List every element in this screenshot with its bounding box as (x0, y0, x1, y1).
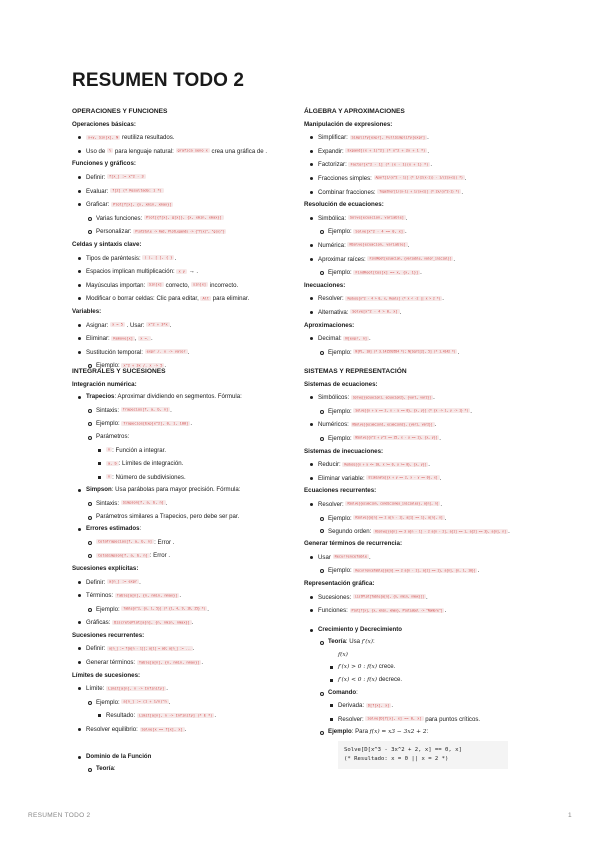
sub-manipulacion: Manipulación de expresiones: (304, 120, 393, 128)
list-item: Resolver: Solve[D[f[x], x] == 0, x] para puntos críticos. (304, 713, 534, 727)
code-line: (* Resultado: x = 0 || x = 2 *) (344, 756, 449, 763)
code-snippet: FindRoot[Cos[x] == x, {x, 1}] (355, 270, 419, 275)
section-integrales (72, 366, 302, 776)
code-snippet: x^2 + 3x /. x -> 5 (123, 363, 163, 368)
heading-sistemas: SISTEMAS Y REPRESENTACIÓN (304, 368, 407, 375)
code-snippet: Table[n^2, {n, 1, 5}] (* {1, 4, 9, 16, 25} *) (123, 606, 206, 611)
code-snippet: Trapecios[Exp[x^2], 0, 1, 100] (123, 421, 189, 426)
list-item: Ejemplo: RecurrenceTable[{a[n] == 2 a[n - 1], a[1] == 1}, a[n], {n, 1, 10}] . (304, 564, 534, 578)
code-snippet: Remove[x] (113, 336, 133, 341)
code-snippet: Reduce[x^2 - 4 > 0, x, Reals] (* x < -2 || x > 2 *) (347, 296, 441, 301)
list-item: Resultado: Limit[a[n], n -> Infinity] (* E *) . (72, 709, 302, 723)
code-snippet: x = 5 (112, 322, 123, 327)
code-snippet: RecurrenceTable[{a[n] == 2 a[n - 1], a[1] == 1}, a[n], {n, 1, 10}] (355, 568, 476, 573)
list-item: f′(x) < 0 : f(x) decrece. (304, 674, 534, 687)
list-item: a, b : Límites de integración. (72, 457, 302, 471)
list-item: Generar términos: Table[a[n], {n, nmin, nmax}] . (72, 656, 302, 670)
code-snippet: % (109, 148, 112, 153)
list-item: Parámetros: (72, 431, 302, 444)
sub-generar-terminos: Generar términos de recurrencia: (304, 540, 403, 548)
list-item: Ejemplo: FindRoot[Cos[x] == x, {x, 1}] . (304, 266, 534, 280)
list-item: Fracciones simples: Apart[1/(x^2 - 1)] (* 1/(2(x-1)) - 1/(2(x+1)) *) . (304, 172, 534, 186)
code-line: Solve[D[x^3 - 3x^2 + 2, x] == 0, x] (344, 747, 462, 754)
list-item: Reducir: Reduce[{x + y <= 10, x >= 0, y >= 0}, {x, y}] . (304, 458, 534, 472)
list-item: Definir: a[n_] := expr . (72, 576, 302, 590)
list-item: Espacios implican multiplicación: x y → . (72, 265, 302, 279)
list-item: Ejemplo: x^2 + 3x /. x -> 5 . (72, 359, 302, 373)
list-item: Simbólicos: Solve[{ecuacion1, ecuacion2}, {var1, var2}] . (304, 391, 534, 405)
list-item: Funciones: Plot[f[x], {x, xmin, xmax}, PlotLabel -> "Nombre"] . (304, 604, 534, 618)
list-item: Modificar o borrar celdas: Clic para editar, Alt para eliminar. (72, 292, 302, 306)
code-snippet: Solve[x^2 - 4 > 0, x] (352, 309, 398, 314)
code-snippet: NSolve[{ecuacion1, ecuacion2}, {var1, var2}] (352, 422, 433, 427)
list-item: f′(x) > 0 : f(x) crece. (304, 661, 534, 674)
footer-title: RESUMEN TODO 2 (28, 812, 91, 819)
list-item: Resolver: Reduce[x^2 - 4 > 0, x, Reals] (* x < -2 || x > 2 *) . (304, 292, 534, 306)
list-item: Ejemplo: NSolve[{x^2 + y^2 == 25, x - y == 1}, {x, y}] . (304, 432, 534, 446)
list-item: Decimal: N[expr, n] . (304, 332, 534, 346)
list-item: Mayúsculas importan: Sin[x] correcto, sin[x] incorrecto. (72, 279, 302, 293)
sub-funciones: Funciones y gráficos: (72, 160, 136, 168)
sub-variables: Variables: (72, 307, 102, 315)
code-snippet: Trapecios[f, a, b, n] (122, 407, 169, 412)
code-snippet: N[Pi, 10] (* 3.141592654 *); N[Sqrt[2], 5] (* 1.4142 *) (355, 349, 456, 354)
list-item: Personalizar: PlotStyle -> Red, PlotLegends -> {"f(x)", "g(x)"} (72, 225, 302, 239)
code-snippet: Solve[{ecuacion1, ecuacion2}, {var1, var2}] (352, 395, 432, 400)
code-snippet: f[2] (* Resultado: 1 *) (112, 188, 162, 193)
sub-operaciones-basicas: Operaciones básicas: (72, 120, 136, 128)
code-snippet: RSolve[{a[n] == 3 a[n - 1] - 2 a[n - 2], a[1] == 1, a[2] == 3}, a[n], n] (375, 529, 507, 534)
list-item: Ejemplo: Trapecios[Exp[x^2], 0, 1, 100] . (72, 417, 302, 431)
list-item: Ejemplo: RSolve[{a[n] == 2 a[n - 1], a[1] == 1}, a[n], n] . (304, 512, 534, 526)
list-item: Varias funciones: Plot[{f[x], g[x]}, {x, xmin, xmax}] (72, 212, 302, 226)
list-item: Eliminar: Remove[x] , x =. . (72, 332, 302, 346)
list-item: Sucesiones: ListPlot[Table[a[n], {n, nmin, nmax}]] . (304, 591, 534, 605)
code-snippet: Alt (202, 296, 209, 301)
code-snippet: x y (178, 269, 185, 274)
code-snippet: Table[a[n], {n, nmin, nmax}] (138, 660, 200, 665)
heading-integrales: INTEGRALES Y SUCESIONES (72, 368, 166, 375)
code-snippet: a[n_] := expr (109, 579, 138, 584)
list-item: CotaTrapecios[f, a, b, n] : Error . (72, 536, 302, 550)
sub-ecuaciones-recurrentes: Ecuaciones recurrentes: (304, 487, 377, 495)
code-snippet: Plot[f[x], {x, xmin, xmax}, PlotLabel -> "Nombre"] (351, 608, 443, 613)
code-snippet: ListPlot[Table[a[n], {n, nmin, nmax}]] (354, 594, 425, 599)
list-item: Sintaxis: Trapecios[f, a, b, n] . (72, 404, 302, 418)
sub-integracion: Integración numérica: (72, 380, 137, 388)
list-item: Crecimiento y Decrecimiento (304, 624, 534, 637)
list-item: Factorizar: Factor[x^2 - 1] (* (x - 1)(x + 1) *) . (304, 158, 534, 172)
list-item: Resolver: RSolve[{ecuacion, condiciones_iniciales}, a[n], n] . (304, 498, 534, 512)
list-item: Tipos de paréntesis: ( ), [ ], { } . (72, 252, 302, 266)
math-line: f(x) (338, 651, 348, 658)
list-item: Errores estimados: (72, 523, 302, 536)
code-snippet: RecurrenceTable (334, 554, 368, 559)
code-snippet: RSolve[{a[n] == 2 a[n - 1], a[1] == 1}, a[n], n] (355, 515, 443, 520)
list-item: Dominio de la Función (72, 751, 302, 764)
list-item: Simbólica: Solve[ecuacion, variable] . (304, 212, 534, 226)
list-item: Simpson: Usa parábolas para mayor precisión. Fórmula: (72, 484, 302, 497)
code-snippet: Limit[a[n], n -> Infinity] (* E *) (138, 713, 213, 718)
list-item: Segundo orden: RSolve[{a[n] == 3 a[n - 1] - 2 a[n - 2], a[1] == 1, a[2] == 3}, a[n], n] . (304, 525, 534, 538)
code-snippet: Reduce[{x + y <= 10, x >= 0, y >= 0}, {x, y}] (344, 462, 427, 467)
code-snippet: CotaTrapecios[f, a, b, n] (98, 539, 153, 544)
code-snippet: Together[1/(x-1) + 1/(x+1)] (* 2x/(x^2-1) *) (379, 189, 460, 194)
list-item: CotaSimpson[f, a, b, n] : Error . (72, 549, 302, 563)
code-snippet: Solve[ecuacion, variable] (349, 215, 404, 220)
list-item: Ejemplo: Para f(x) = x3 − 3x2 + 2: (304, 726, 534, 739)
list-item: Simplificar: Simplify[expr], FullSimplify[expr] . (304, 131, 534, 145)
list-item: n : Número de subdivisiones. (72, 471, 302, 485)
list-item: Límite: Limit[a[n], n -> Infinity] . (72, 682, 302, 696)
code-snippet: Eliminate[{x + y == 2, x - y == 0}, x] (368, 475, 438, 480)
list-item: x+y, Sin[x], N reutiliza resultados. (72, 131, 302, 145)
code-snippet: Table[a[n], {n, nmin, nmax}] (116, 593, 178, 598)
code-snippet: a[n_] := f[a[n - 1]]; a[1] = a0; a[n_] := ... (109, 646, 191, 651)
list-item: Sustitución temporal: expr /. x -> valor . (72, 346, 302, 360)
list-item: Ejemplo: a[n_] := (1 + 1/n)^n . (72, 696, 302, 710)
code-snippet: Solve[D[f[x], x] == 0, x] (367, 716, 422, 721)
code-snippet: Solve[x^2 - 4 == 0, x] (355, 229, 404, 234)
list-item: Definir: a[n_] := f[a[n - 1]]; a[1] = a0; a[n_] := ... . (72, 642, 302, 656)
list-item: Graficar: Plot[f[x], {x, xmin, xmax}] (72, 198, 302, 212)
code-snippet: sin[x] (193, 282, 207, 287)
list-item: Ejemplo: Solve[x^2 - 4 == 0, x] . (304, 225, 534, 239)
list-item: Asignar: x = 5 . Usar: x^2 + 3*x . (72, 319, 302, 333)
list-item: Evaluar: f[2] (* Resultado: 1 *) (72, 185, 302, 199)
code-snippet: Expand[(x + 1)^2] (* x^2 + 2x + 1 *) (347, 148, 426, 153)
code-snippet: ( ), [ ], { } (144, 255, 173, 260)
list-item: Ejemplo: Solve[{x + y == 2, x - y == 0}, {x, y}] (* {x -> 1, y -> 1} *) . (304, 405, 534, 419)
list-item: Parámetros similares a Trapecios, pero debe ser par. (72, 511, 302, 524)
list-item: Comando: (304, 687, 534, 700)
code-snippet: FindRoot[ecuacion, {variable, valor_inicial}] (369, 256, 452, 261)
section-algebra (304, 106, 534, 359)
code-snippet: Apart[1/(x^2 - 1)] (* 1/(2(x-1)) - 1/(2(x+1)) *) (375, 175, 463, 180)
code-snippet: Solve[x == f[x], x] (141, 727, 183, 732)
code-snippet: f[x_] := x^2 - 3 (109, 174, 144, 179)
list-item: Combinar fracciones: Together[1/(x-1) + 1/(x+1)] (* 2x/(x^2-1) *) . (304, 186, 534, 200)
sub-sucesiones-explicitas: Sucesiones explícitas: (72, 564, 139, 572)
sub-limites: Límites de sucesiones: (72, 671, 141, 679)
list-item: Derivada: D[f[x], x] . (304, 699, 534, 713)
code-snippet: Plot[{f[x], g[x]}, {x, xmin, xmax}] (146, 215, 222, 220)
list-item: Sintaxis: Simpson[f, a, b, n] . (72, 497, 302, 511)
heading-operaciones: OPERACIONES Y FUNCIONES (72, 108, 168, 115)
code-snippet: Solve[{x + y == 2, x - y == 0}, {x, y}] (* {x -> 1, y -> 1} *) (355, 408, 469, 413)
list-item: Términos: Table[a[n], {n, nmin, nmax}] . (72, 589, 302, 603)
sub-aproximaciones: Aproximaciones: (304, 321, 355, 329)
code-snippet: D[f[x], x] (367, 703, 390, 708)
code-snippet: a[n_] := (1 + 1/n)^n (123, 699, 167, 704)
code-snippet: RSolve[{ecuacion, condiciones_iniciales}, a[n], n] (347, 501, 439, 506)
list-item: Alternativa: Solve[x^2 - 4 > 0, x] . (304, 306, 534, 320)
code-snippet: DiscretePlot[a[n], {n, nmin, nmax}] (114, 620, 190, 625)
code-snippet: NSolve[{x^2 + y^2 == 25, x - y == 1}, {x, y}] (355, 435, 438, 440)
code-snippet: expr /. x -> valor (146, 349, 186, 354)
heading-algebra: ÁLGEBRA Y APROXIMACIONES (304, 108, 405, 115)
code-snippet: Limit[a[n], n -> Infinity] (107, 686, 165, 691)
list-item: Expandir: Expand[(x + 1)^2] (* x^2 + 2x + 1 *) . (304, 145, 534, 159)
list-item: Teoría: (72, 763, 302, 776)
code-snippet: NSolve[ecuacion, variable] (349, 242, 406, 247)
list-item: Gráficas: DiscretePlot[a[n], {n, nmin, nmax}] . (72, 616, 302, 630)
list-item: Trapecios: Aproximar dividiendo en segmentos. Fórmula: (72, 391, 302, 404)
code-snippet: n (108, 474, 111, 479)
list-item: Usar RecurrenceTable . (304, 551, 534, 565)
code-snippet: x+y, Sin[x], N (88, 135, 119, 140)
page-number: 1 (568, 812, 572, 819)
code-snippet: a, b (108, 461, 117, 466)
list-item: Ejemplo: Table[n^2, {n, 1, 5}] (* {1, 4, 9, 16, 25} *) . (72, 603, 302, 617)
list-item: Numérica: NSolve[ecuacion, variable] . (304, 239, 534, 253)
list-item: Teoría: Usa f′(x): (304, 636, 534, 649)
sub-sistemas-ecuaciones: Sistemas de ecuaciones: (304, 380, 378, 388)
code-snippet: x^2 + 3*x (148, 322, 168, 327)
list-item: Numéricos: NSolve[{ecuacion1, ecuacion2}, {var1, var2}] . (304, 418, 534, 432)
page-title: RESUMEN TODO 2 (72, 70, 245, 91)
sub-resolucion: Resolución de ecuaciones: (304, 201, 384, 209)
section-sistemas (304, 366, 534, 769)
code-snippet: n (108, 447, 111, 452)
code-snippet: Simpson[f, a, b, n] (122, 500, 164, 505)
section-operaciones (72, 106, 302, 373)
code-snippet: PlotStyle -> Red, PlotLegends -> {"f(x)", "g(x)"} (135, 229, 225, 234)
code-snippet: x =. (140, 336, 149, 341)
list-item: Ejemplo: N[Pi, 10] (* 3.141592654 *); N[Sqrt[2], 5] (* 1.4142 *) . (304, 346, 534, 360)
sub-sucesiones-recurrentes: Sucesiones recurrentes: (72, 631, 145, 639)
sub-inecuaciones: Inecuaciones: (304, 281, 346, 289)
code-snippet: Simplify[expr], FullSimplify[expr] (351, 135, 426, 140)
list-item: Eliminar variable: Eliminate[{x + y == 2, x - y == 0}, x] . (304, 472, 534, 486)
sub-representacion: Representación gráfica: (304, 579, 375, 587)
code-snippet: Sin[x] (148, 282, 162, 287)
code-block (338, 741, 508, 769)
list-item: Resolver equilibrio: Solve[x == f[x], x] . (72, 723, 302, 737)
list-item: n : Función a integrar. (72, 444, 302, 458)
code-snippet: Plot[f[x], {x, xmin, xmax}] (113, 202, 172, 207)
code-snippet: Factor[x^2 - 1] (* (x - 1)(x + 1) *) (350, 162, 429, 167)
sub-celdas: Celdas y sintaxis clave: (72, 240, 142, 248)
code-snippet: N[expr, n] (345, 336, 368, 341)
list-item: Aproximar raíces: FindRoot[ecuacion, {variable, valor_inicial}] . (304, 253, 534, 267)
sub-sistemas-inecuaciones: Sistemas de inecuaciones: (304, 447, 384, 455)
list-item: Definir: f[x_] := x^2 - 3 (72, 171, 302, 185)
code-snippet: grafica seno x (177, 148, 208, 153)
list-item: Uso de % para lenguaje natural: grafica seno x crea una gráfica de . (72, 145, 302, 159)
code-snippet: CotaSimpson[f, a, b, n] (98, 553, 148, 558)
